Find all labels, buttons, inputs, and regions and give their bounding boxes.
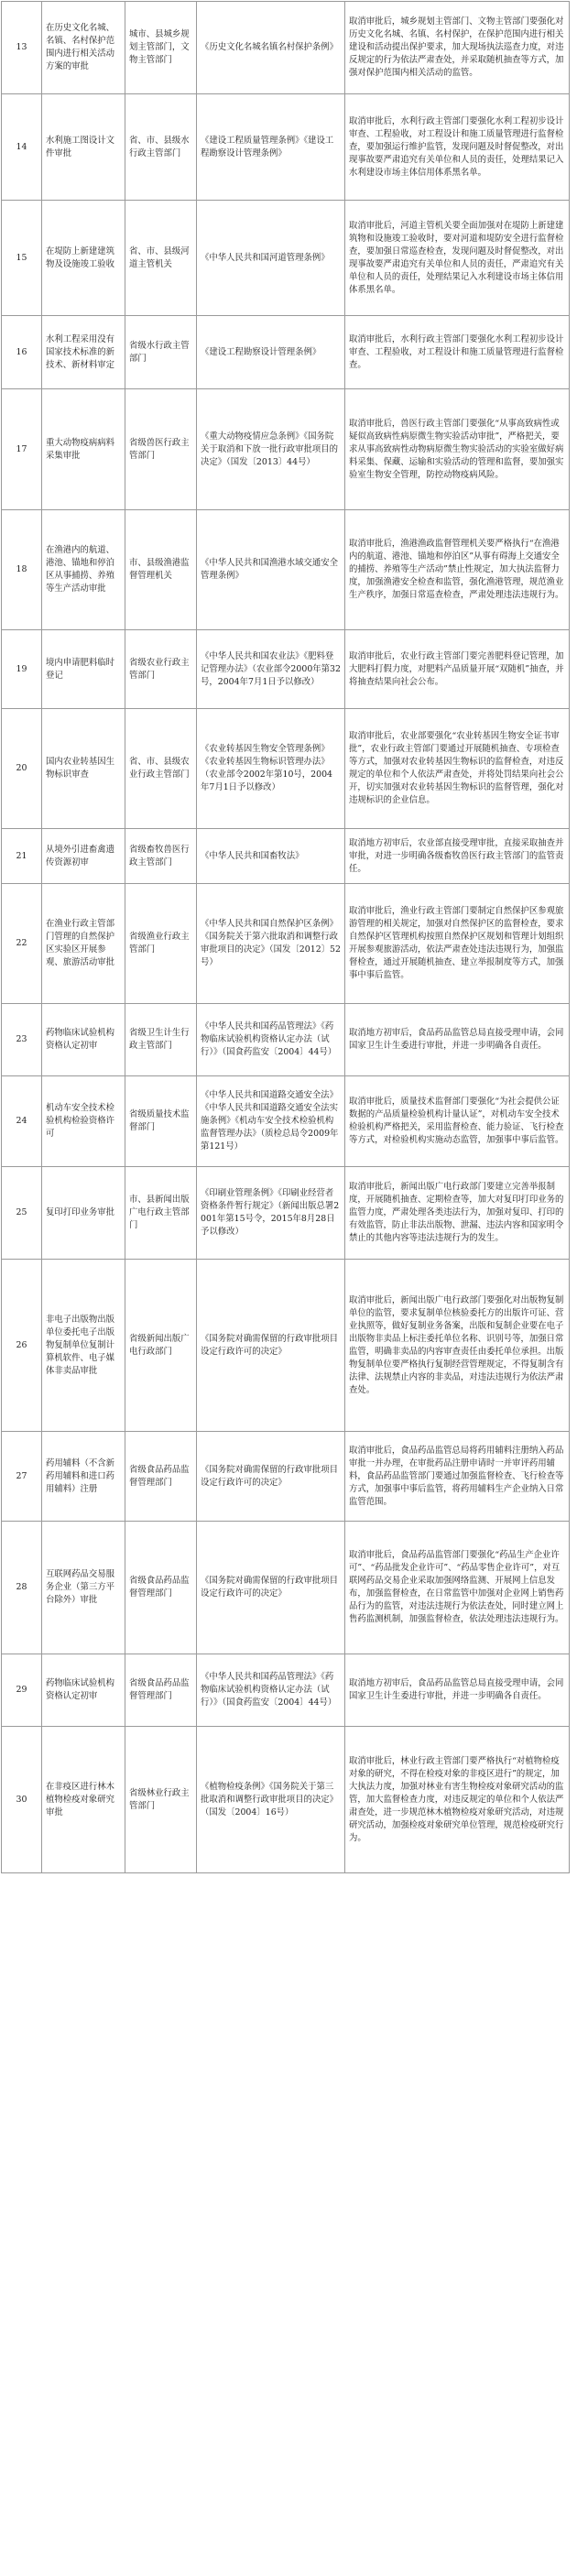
implementing-department: 市、县新闻出版广电行政主管部门 xyxy=(125,1167,197,1260)
supervision-measure: 取消审批后，新闻出版广电行政部门要建立完善举报制度，开展随机抽查、定期检查等，加大对复印打印业务的监管力度，严肃处理各类违法行为，加强对复印、打印的有效监管，防止非法出版物、泄漏、违法内容和国家明令禁止的其他内容等违法违规行为的发生。 xyxy=(345,1167,570,1260)
approval-items-table xyxy=(1,1,570,1873)
item-name: 国内农业转基因生物标识审查 xyxy=(42,709,125,829)
row-number: 23 xyxy=(2,1004,42,1076)
table-row xyxy=(2,709,570,829)
table-row xyxy=(2,1260,570,1432)
legal-basis: 《建设工程勘察设计管理条例》 xyxy=(197,316,345,389)
row-number: 14 xyxy=(2,94,42,201)
supervision-measure: 取消审批后，农业部要强化“农业转基因生物安全证书审批”，农业行政主管部门要通过开展随机抽查、专项检查等方式，加强对农业转基因生物标识的监督检查，对违反规定的单位和个人依法严肃查处，并将处罚结果向社会公开，切实加强对农业转基因生物标识的监督管理，强化对违规标识的企业信息。 xyxy=(345,709,570,829)
item-name: 药物临床试验机构资格认定初审 xyxy=(42,1654,125,1727)
implementing-department: 省级水行政主管部门 xyxy=(125,316,197,389)
table-row xyxy=(2,201,570,316)
legal-basis: 《国务院对确需保留的行政审批项目设定行政许可的决定》 xyxy=(197,1260,345,1432)
implementing-department: 省、市、县级水行政主管部门 xyxy=(125,94,197,201)
legal-basis: 《历史文化名城名镇名村保护条例》 xyxy=(197,2,345,94)
supervision-measure: 取消审批后，食品药品监管总局将药用辅料注册纳入药品审批一并办理，在审批药品注册申请时一并审评药用辅料，食品药品监管部门要通过加强监督检查、飞行检查等方式，加强事中事后监管，将药用辅料生产企业纳入日常监管范围。 xyxy=(345,1432,570,1522)
item-name: 在渔港内的航道、港池、锚地和停泊区从事捕捞、养殖等生产活动审批 xyxy=(42,510,125,630)
table-row xyxy=(2,1654,570,1727)
table-row xyxy=(2,316,570,389)
implementing-department: 省级食品药品监督管理部门 xyxy=(125,1522,197,1654)
row-number: 22 xyxy=(2,884,42,1004)
row-number: 17 xyxy=(2,389,42,510)
row-number: 27 xyxy=(2,1432,42,1522)
legal-basis: 《中华人民共和国畜牧法》 xyxy=(197,829,345,884)
table-row xyxy=(2,2,570,94)
item-name: 药物临床试验机构资格认定初审 xyxy=(42,1004,125,1076)
implementing-department: 市、县级渔港监督管理机关 xyxy=(125,510,197,630)
supervision-measure: 取消地方初审后，食品药品监管总局直接受理申请，会同国家卫生计生委进行审批，并进一步明确各自责任。 xyxy=(345,1004,570,1076)
row-number: 25 xyxy=(2,1167,42,1260)
table-row xyxy=(2,829,570,884)
supervision-measure: 取消审批后，新闻出版广电行政部门要强化对出版物复制单位的监管，要求复制单位核验委托方的出版许可证、营业执照等，做好复制业务备案，出版和复制企业要在电子出版物非卖品上标注委托单位名称、识别号等，加强日常监管，明确非卖品的内容审查责任由委托单位承担。出版物复制单位要严格执行复制经营管理规定，不得复制含有法律、法规禁止内容的非卖品，对违法违规行为依法严肃查处。 xyxy=(345,1260,570,1432)
row-number: 30 xyxy=(2,1727,42,1873)
row-number: 28 xyxy=(2,1522,42,1654)
table-row xyxy=(2,1432,570,1522)
row-number: 26 xyxy=(2,1260,42,1432)
implementing-department: 省级农业行政主管部门 xyxy=(125,630,197,709)
implementing-department: 省级食品药品监督管理部门 xyxy=(125,1654,197,1727)
item-name: 在渔业行政主管部门管理的自然保护区实验区开展参观、旅游活动审批 xyxy=(42,884,125,1004)
implementing-department: 省级畜牧兽医行政主管部门 xyxy=(125,829,197,884)
supervision-measure: 取消审批后，水利行政主管部门要强化水利工程初步设计审查、工程验收，对工程设计和施工质量管理进行监督检查。 xyxy=(345,316,570,389)
legal-basis: 《中华人民共和国自然保护区条例》《国务院关于第六批取消和调整行政审批项目的决定》（国发〔2012〕52号） xyxy=(197,884,345,1004)
supervision-measure: 取消审批后，质量技术监督部门要强化“为社会提供公证数据的产品质量检验机构计量认证”，对机动车安全技术检验机构严格把关，采用监督检查、能力验证、飞行检查等方式，对检验机构实施动态监管，加强事中事后监管。 xyxy=(345,1076,570,1167)
implementing-department: 省、市、县级农业行政主管部门 xyxy=(125,709,197,829)
supervision-measure: 取消地方初审后，食品药品监管总局直接受理申请，会同国家卫生计生委进行审批，并进一步明确各自责任。 xyxy=(345,1654,570,1727)
implementing-department: 省级质量技术监督部门 xyxy=(125,1076,197,1167)
table-row xyxy=(2,1727,570,1873)
legal-basis: 《中华人民共和国河道管理条例》 xyxy=(197,201,345,316)
implementing-department: 省、市、县级河道主管机关 xyxy=(125,201,197,316)
table-body xyxy=(2,2,570,1873)
supervision-measure: 取消审批后，渔港渔政监督管理机关要严格执行“在渔港内的航道、港池、锚地和停泊区”从事有碍海上交通安全的捕捞、养殖等生产活动”禁止性规定，加大执法监督力度，加强渔港安全检查和监管，强化渔港管理，规范渔业生产秩序，加强日常巡查检查，严肃处理违法违规行为。 xyxy=(345,510,570,630)
row-number: 18 xyxy=(2,510,42,630)
supervision-measure: 取消审批后，兽医行政主管部门要强化“从事高致病性或疑似高致病性病原微生物实验活动审批”，严格把关，要求从事高致病性动物病原微生物实验活动的实验室做好病料采集、保藏、运输和实验活动的管理和监督，要加强实验室生物安全管理，防控动物疫病风险。 xyxy=(345,389,570,510)
legal-basis: 《植物检疫条例》《国务院关于第三批取消和调整行政审批项目的决定》（国发〔2004〕16号） xyxy=(197,1727,345,1873)
supervision-measure: 取消审批后，城乡规划主管部门、文物主管部门要强化对历史文化名城、名镇、名村保护，在保护范围内进行相关建设和活动提出保护要求，加大现场执法巡查力度，对违反规定的行为依法严肃查处，并采取随机抽查等方式，加强对保护范围内相关活动的监管。 xyxy=(345,2,570,94)
supervision-measure: 取消审批后，河道主管机关要全面加强对在堤防上新建建筑物和设施竣工验收时，要对河道和堤防安全进行监督检查，要加强日常巡查检查，发现问题及时督促整改，对出现事故要严肃追究有关单位和人员的责任，严肃追究有关单位和人员的责任，处理结果记入水利建设市场主体信用体系黑名单。 xyxy=(345,201,570,316)
table-row xyxy=(2,94,570,201)
row-number: 29 xyxy=(2,1654,42,1727)
item-name: 水利工程采用没有国家技术标准的新技术、新材料审定 xyxy=(42,316,125,389)
item-name: 重大动物疫病病料采集审批 xyxy=(42,389,125,510)
supervision-measure: 取消审批后，水利行政主管部门要强化水利工程初步设计审查、工程验收，对工程设计和施工质量管理进行监督检查，要加强运行维护监管，发现问题及时督促整改，对出现事故要严肃追究有关单位和人员的责任，处理结果记入水利建设市场主体信用体系黑名单。 xyxy=(345,94,570,201)
supervision-measure: 取消审批后，农业行政主管部门要完善肥料登记管理，加大肥料打假力度，对肥料产品质量开展“双随机”抽查，并将抽查结果向社会公布。 xyxy=(345,630,570,709)
item-name: 非电子出版物出版单位委托电子出版物复制单位复制计算机软件、电子媒体非卖品审批 xyxy=(42,1260,125,1432)
legal-basis: 《中华人民共和国药品管理法》《药物临床试验机构资格认定办法（试行）》（国食药监安〔2004〕44号） xyxy=(197,1654,345,1727)
supervision-measure: 取消地方初审后，农业部直接受理审批，直接采取抽查并审批，对进一步明确各级畜牧兽医行政主管部门的监管责任。 xyxy=(345,829,570,884)
item-name: 药用辅料（不含新药用辅料和进口药用辅料）注册 xyxy=(42,1432,125,1522)
legal-basis: 《中华人民共和国道路交通安全法》《中华人民共和国道路交通安全法实施条例》《机动车安全技术检验机构监督管理办法》（质检总局令2009年第121号） xyxy=(197,1076,345,1167)
row-number: 20 xyxy=(2,709,42,829)
item-name: 机动车安全技术检验机构检验资格许可 xyxy=(42,1076,125,1167)
supervision-measure: 取消审批后，食品药品监管部门要强化“药品生产企业许可”、“药品批发企业许可”、“药品零售企业许可”，对互联网药品交易企业采取加强网络监测、开展网上信息发布，加强监督检查，在日常监管中加强对企业网上销售药品行为的监管，对违法违规行为依法查处，同时建立网上售药监测机制，加强监督检查，依法处理违法违规行为。 xyxy=(345,1522,570,1654)
implementing-department: 省级新闻出版广电行政部门 xyxy=(125,1260,197,1432)
item-name: 在历史文化名城、名镇、名村保护范围内进行相关活动方案的审批 xyxy=(42,2,125,94)
table-row xyxy=(2,630,570,709)
table-row xyxy=(2,389,570,510)
implementing-department: 城市、县城乡规划主管部门，文物主管部门 xyxy=(125,2,197,94)
item-name: 在非疫区进行林木植物检疫对象研究审批 xyxy=(42,1727,125,1873)
row-number: 24 xyxy=(2,1076,42,1167)
legal-basis: 《国务院对确需保留的行政审批项目设定行政许可的决定》 xyxy=(197,1522,345,1654)
legal-basis: 《建设工程质量管理条例》《建设工程勘察设计管理条例》 xyxy=(197,94,345,201)
item-name: 水利施工图设计文件审批 xyxy=(42,94,125,201)
item-name: 境内申请肥料临时登记 xyxy=(42,630,125,709)
table-row xyxy=(2,1004,570,1076)
legal-basis: 《中华人民共和国药品管理法》《药物临床试验机构资格认定办法（试行）》（国食药监安〔2004〕44号） xyxy=(197,1004,345,1076)
legal-basis: 《印刷业管理条例》《印刷业经营者资格条件暂行规定》（新闻出版总署2001年第15号令，2015年8月28日予以修改） xyxy=(197,1167,345,1260)
implementing-department: 省级渔业行政主管部门 xyxy=(125,884,197,1004)
item-name: 在堤防上新建建筑物及设施竣工验收 xyxy=(42,201,125,316)
row-number: 13 xyxy=(2,2,42,94)
row-number: 21 xyxy=(2,829,42,884)
row-number: 15 xyxy=(2,201,42,316)
legal-basis: 《中华人民共和国渔港水域交通安全管理条例》 xyxy=(197,510,345,630)
legal-basis: 《中华人民共和国农业法》《肥料登记管理办法》（农业部令2000年第32号，2004年7月1日予以修改） xyxy=(197,630,345,709)
implementing-department: 省级卫生计生行政主管部门 xyxy=(125,1004,197,1076)
legal-basis: 《国务院对确需保留的行政审批项目设定行政许可的决定》 xyxy=(197,1432,345,1522)
implementing-department: 省级食品药品监督管理部门 xyxy=(125,1432,197,1522)
item-name: 复印打印业务审批 xyxy=(42,1167,125,1260)
table-row xyxy=(2,510,570,630)
legal-basis: 《重大动物疫情应急条例》《国务院关于取消和下放一批行政审批项目的决定》（国发〔2013〕44号） xyxy=(197,389,345,510)
table-row xyxy=(2,1167,570,1260)
implementing-department: 省级兽医行政主管部门 xyxy=(125,389,197,510)
supervision-measure: 取消审批后，林业行政主管部门要严格执行“对植物检疫对象的研究，不得在检疫对象的非疫区进行”的规定，加大执法力度，加强对林业有害生物检疫对象研究活动的监管，加大监督检查力度，对违反规定的单位和个人依法严肃查处，进一步规范林木植物检疫对象研究活动，对违规研究活动，加强检疫对象研究单位管理，规范检疫研究行为。 xyxy=(345,1727,570,1873)
implementing-department: 省级林业行政主管部门 xyxy=(125,1727,197,1873)
table-row xyxy=(2,1522,570,1654)
row-number: 16 xyxy=(2,316,42,389)
table-row xyxy=(2,884,570,1004)
item-name: 互联网药品交易服务企业（第三方平台除外）审批 xyxy=(42,1522,125,1654)
table-row xyxy=(2,1076,570,1167)
item-name: 从境外引进畜禽遗传资源初审 xyxy=(42,829,125,884)
supervision-measure: 取消审批后，渔业行政主管部门要制定自然保护区参观旅游管理的相关规定，加强对自然保护区的监督检查，要求自然保护区管理机构按照自然保护区规划和管理计划组织开展参观旅游活动，依法严肃查处违法违规行为，加强监督检查，通过开展随机抽查、建立举报制度等方式，加强事中事后监管。 xyxy=(345,884,570,1004)
legal-basis: 《农业转基因生物安全管理条例》《农业转基因生物标识管理办法》（农业部令2002年第10号，2004年7月1日予以修改） xyxy=(197,709,345,829)
row-number: 19 xyxy=(2,630,42,709)
